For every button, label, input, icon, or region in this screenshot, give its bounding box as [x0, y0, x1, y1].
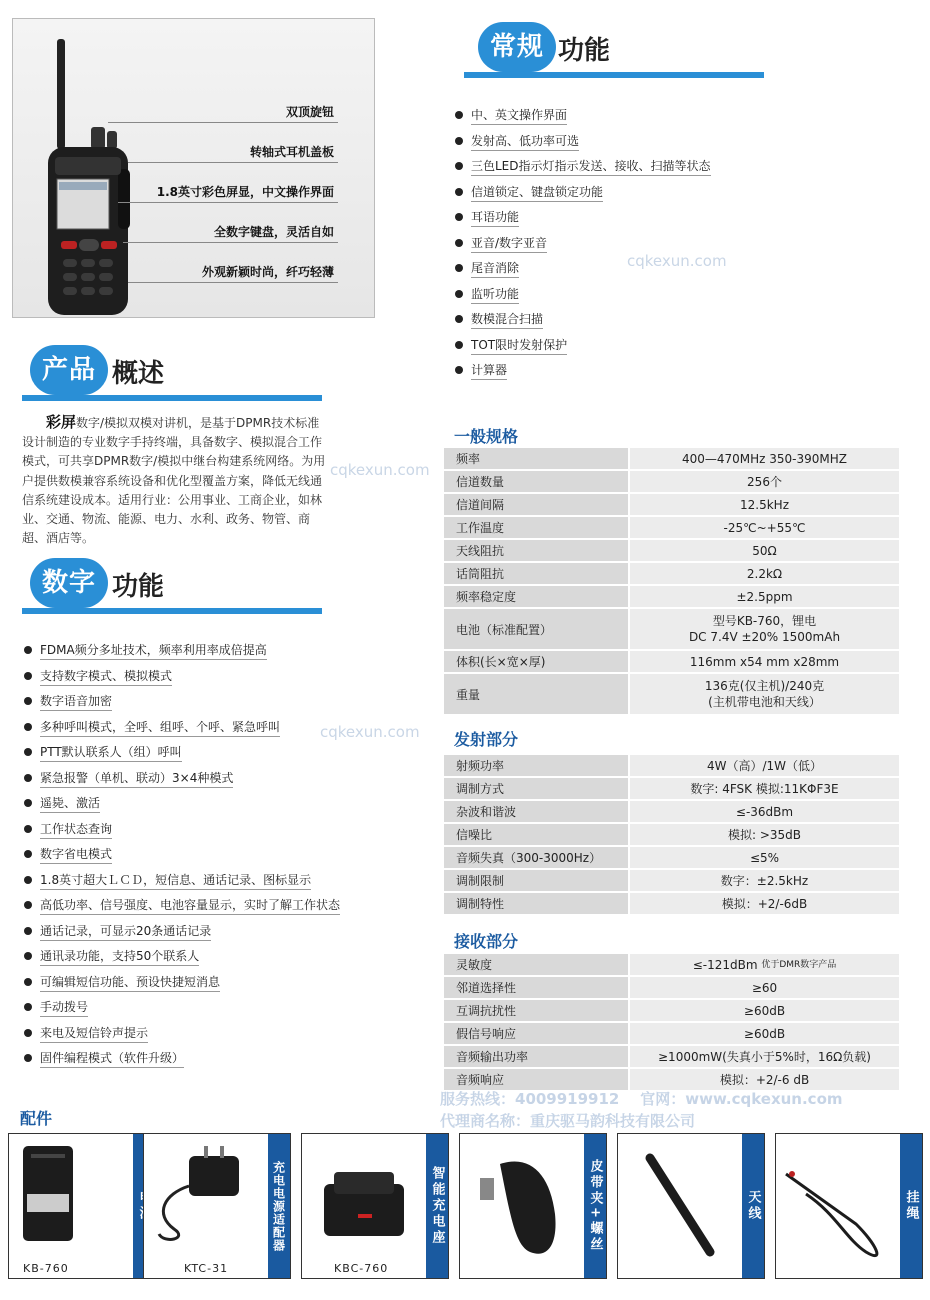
digital-feature-list [24, 640, 340, 1074]
service-site: 官网：www.cqkexun.com [640, 1090, 843, 1108]
list-item: TOT限时发射保护 [455, 335, 711, 361]
regular-title: 功能 [558, 36, 611, 66]
table-row: 假信号响应 ≥60dB [444, 1023, 899, 1044]
charger-icon [302, 1134, 427, 1259]
transmit-spec-table [444, 755, 899, 916]
table-row: 频率 400—470MHz 350-390MHZ [444, 448, 899, 469]
regular-header [478, 22, 768, 80]
list-item: 监听功能 [455, 284, 711, 310]
table-row: 音频失真（300-3000Hz） ≤5% [444, 847, 899, 868]
general-spec-table [444, 448, 899, 716]
accessory-label: 充电电源适配器 [268, 1134, 290, 1278]
list-item: 工作状态查询 [24, 819, 340, 845]
list-item: 来电及短信铃声提示 [24, 1023, 340, 1049]
table-row: 调制方式 数字: 4FSK 模拟:11KΦF3E [444, 778, 899, 799]
list-item: 固件编程模式（软件升级） [24, 1048, 340, 1074]
accessory-strap [775, 1133, 923, 1279]
table-row: 电池（标准配置） 型号KB-760，锂电 DC 7.4V ±20% 1500mAh [444, 609, 899, 649]
list-item: 1.8英寸超大ＬＣＤ，短信息、通话记录、图标显示 [24, 870, 340, 896]
battery-icon [9, 1134, 129, 1259]
accessory-label: 天线 [742, 1134, 764, 1278]
list-item: 遥毙、激活 [24, 793, 340, 819]
list-item: 手动拨号 [24, 997, 340, 1023]
overview-bubble: 产品 [30, 345, 108, 395]
table-row: 频率稳定度 ±2.5ppm [444, 586, 899, 607]
table-row: 信道间隔 12.5kHz [444, 494, 899, 515]
callout-line [123, 242, 338, 243]
callout-earphone-cover: 转轴式耳机盖板 [249, 145, 334, 159]
product-photo-box [12, 18, 375, 318]
transmit-spec-title: 发射部分 [454, 730, 519, 749]
table-row: 重量 136克(仅主机)/240克 (主机带电池和天线） [444, 674, 899, 714]
list-item: 支持数字模式、模拟模式 [24, 666, 340, 692]
general-spec-title: 一般规格 [454, 427, 519, 446]
belt-clip-icon [460, 1134, 585, 1274]
table-row: 信道数量 256个 [444, 471, 899, 492]
list-item: 多种呼叫模式，全呼、组呼、个呼、紧急呼叫 [24, 717, 340, 743]
power-adapter-icon [144, 1134, 269, 1259]
accessory-charger [301, 1133, 449, 1279]
watermark: cqkexun.com [330, 461, 430, 479]
list-item: PTT默认联系人（组）呼叫 [24, 742, 340, 768]
callout-keypad: 全数字键盘，灵活自如 [213, 225, 334, 239]
list-item: 紧急报警（单机、联动）3×4种模式 [24, 768, 340, 794]
list-item: 数字省电模式 [24, 844, 340, 870]
digital-title: 功能 [112, 572, 165, 602]
list-item: 通讯录功能，支持50个联系人 [24, 946, 340, 972]
overview-lead: 彩屏 [46, 413, 77, 431]
service-hotline: 服务热线：4009919912 官网：www.cqkexun.com [440, 1090, 843, 1108]
receive-spec-table [444, 954, 899, 1092]
list-item: 中、英文操作界面 [455, 105, 711, 131]
list-item: 高低功率、信号强度、电池容量显示，实时了解工作状态 [24, 895, 340, 921]
digital-header [30, 558, 330, 616]
list-item: 可编辑短信功能、预设快捷短消息 [24, 972, 340, 998]
header-bar [22, 395, 322, 401]
antenna-icon [618, 1134, 743, 1274]
table-row: 话筒阻抗 2.2kΩ [444, 563, 899, 584]
list-item: 尾音消除 [455, 258, 711, 284]
callout-line [128, 282, 338, 283]
sensitivity-note: 优于DMR数字产品 [761, 959, 837, 970]
table-row: 调制限制 数字：±2.5kHz [444, 870, 899, 891]
list-item: 发射高、低功率可选 [455, 131, 711, 157]
list-item: 数模混合扫描 [455, 309, 711, 335]
regular-feature-list [455, 105, 711, 386]
list-item: 信道锁定、键盘锁定功能 [455, 182, 711, 208]
list-item: 耳语功能 [455, 207, 711, 233]
table-row: 邻道选择性 ≥60 [444, 977, 899, 998]
callout-line [118, 202, 338, 203]
list-item: 计算器 [455, 360, 711, 386]
overview-body: 数字/模拟双模对讲机，是基于DPMR技术标准设计制造的专业数字手持终端，具备数字、模拟混合工作模式，可共享DPMR数字/模拟中继台构建系统网络。为用户提供数模兼容系统设备和优化型覆盖方案，降低无线通信系统建设成本。适用行业：公用事业、工商企业，如林业、交通、物流、能源、电力、水利、政务、物管、商超、酒店等。 [22, 416, 326, 546]
table-row: 调制特性 模拟：+2/-6dB [444, 893, 899, 914]
overview-header [30, 345, 330, 403]
watermark: cqkexun.com [320, 723, 420, 741]
accessory-model: KB-760 [23, 1262, 69, 1275]
table-row: 工作温度 -25℃~+55℃ [444, 517, 899, 538]
table-row: 灵敏度 ≤-121dBm 优于DMR数字产品 [444, 954, 899, 975]
receive-spec-title: 接收部分 [454, 932, 519, 951]
accessory-antenna [617, 1133, 765, 1279]
list-item: 数字语音加密 [24, 691, 340, 717]
overview-text [22, 413, 327, 548]
table-row: 信噪比 模拟: >35dB [444, 824, 899, 845]
table-row: 音频响应 模拟：+2/-6 dB [444, 1069, 899, 1090]
callout-design: 外观新颖时尚，纤巧轻薄 [201, 265, 334, 279]
accessory-model: KTC-31 [184, 1262, 229, 1275]
table-row: 音频输出功率 ≥1000mW(失真小于5%时，16Ω负载) [444, 1046, 899, 1067]
header-bar [22, 608, 322, 614]
table-row: 互调抗扰性 ≥60dB [444, 1000, 899, 1021]
accessory-belt-clip [459, 1133, 607, 1279]
accessory-battery [8, 1133, 156, 1279]
table-row: 体积(长×宽×厚) 116mm x54 mm x28mm [444, 651, 899, 672]
table-row: 射频功率 4W（高）/1W（低） [444, 755, 899, 776]
regular-bubble: 常规 [478, 22, 556, 72]
callout-line [108, 122, 338, 123]
accessory-label: 智能充电座 [426, 1134, 448, 1278]
accessory-label: 皮带夹+螺丝 [584, 1134, 606, 1278]
accessory-model: KBC-760 [334, 1262, 389, 1275]
service-agent: 代理商名称：重庆驱马韵科技有限公司 [440, 1112, 696, 1130]
header-bar [464, 72, 764, 78]
table-row: 杂波和谐波 ≤-36dBm [444, 801, 899, 822]
list-item: 三色LED指示灯指示发送、接收、扫描等状态 [455, 156, 711, 182]
callout-line [128, 162, 338, 163]
table-row: 天线阻抗 50Ω [444, 540, 899, 561]
overview-title: 概述 [112, 359, 165, 389]
watermark: cqkexun.com [627, 252, 727, 270]
strap-icon [776, 1134, 901, 1274]
accessory-label: 挂绳 [900, 1134, 922, 1278]
list-item: FDMA频分多址技术，频率利用率成倍提高 [24, 640, 340, 666]
callout-screen: 1.8英寸彩色屏显，中文操作界面 [156, 185, 334, 199]
list-item: 亚音/数字亚音 [455, 233, 711, 259]
list-item: 通话记录，可显示20条通话记录 [24, 921, 340, 947]
callout-knob: 双顶旋钮 [285, 105, 334, 119]
accessory-adapter [143, 1133, 291, 1279]
accessories-title: 配件 [20, 1109, 53, 1128]
digital-bubble: 数字 [30, 558, 108, 608]
